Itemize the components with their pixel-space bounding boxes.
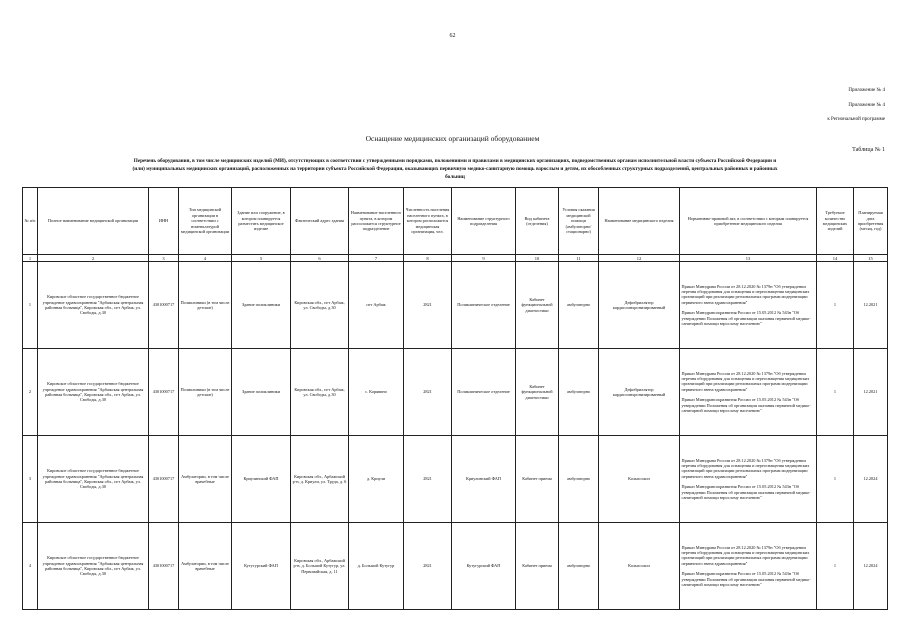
column-header: Здание или сооружение, в котором планируется разместить медицинское изделие <box>232 188 291 255</box>
column-header: ИНН <box>149 188 179 255</box>
column-number: 5 <box>232 255 291 262</box>
table-row <box>23 349 888 436</box>
column-header: Вид кабинета (отделения) <box>516 188 559 255</box>
structural-unit: Кутугурский ФАП <box>452 523 516 610</box>
care-conditions: амбулаторно <box>559 262 599 349</box>
row-number: 2 <box>23 349 38 436</box>
legal-act-text: Приказ Минздрава России от 28.12.2020 № 1379н "Об утверждении перечня оборудования для оснащения и переоснащения медицинских организаций при реализации региональных программ модернизации первичного звена здравоохранения" <box>681 544 810 566</box>
legal-act <box>680 349 817 436</box>
column-number: 13 <box>680 255 817 262</box>
legal-act-text: Приказ Минздрава России от 28.12.2020 № 1379н "Об утверждении перечня оборудования для оснащения и переоснащения медицинских организаций при реализации региональных программ модернизации первичного звена здравоохранения" <box>681 370 810 392</box>
room-type: Кабинет функциональной диагностики <box>516 262 559 349</box>
column-header: Полное наименование медицинской организации <box>38 188 149 255</box>
table-row <box>23 262 888 349</box>
table-title: Оснащение медицинских организаций оборудованием <box>365 134 540 143</box>
care-conditions: амбулаторно <box>559 436 599 523</box>
purchase-date: 12.2024 <box>854 523 888 610</box>
legal-act-text: Приказ Минздравсоцразвития России от 15.05.2012 № 543н "Об утверждении Положения об организации оказания первичной медико-санитарной помощи взрослому населению" <box>681 310 811 327</box>
row-number: 1 <box>23 262 38 349</box>
legal-act-text: Приказ Минздрава России от 28.12.2020 № 1379н "Об утверждении перечня оборудования для оснащения и переоснащения медицинских организаций при реализации региональных программ модернизации первичного звена здравоохранения" <box>681 283 810 305</box>
column-number-row <box>23 255 888 262</box>
appendix-line: Приложение № 4 <box>848 88 885 93</box>
column-number: 7 <box>349 255 404 262</box>
legal-act <box>680 436 817 523</box>
appendix-line: к Региональной программе <box>827 117 885 122</box>
column-number: 15 <box>854 255 888 262</box>
column-header: Тип медицинской организации в соответствии с номенклатурой медицинской организации <box>179 188 232 255</box>
column-number: 3 <box>149 255 179 262</box>
column-number: 8 <box>404 255 452 262</box>
inn: 4301000717 <box>149 262 179 349</box>
table-heading <box>25 157 885 181</box>
heading-line: больниц <box>445 174 465 180</box>
page-number: 62 <box>449 33 456 39</box>
building: Кутугурский ФАП <box>232 523 291 610</box>
address: Кировская обл., Арбажский р-н, д. Большой Кутугур, ул. Первомайская, д. 11 <box>291 523 349 610</box>
building: Здание поликлиники <box>232 349 291 436</box>
room-type: Кабинет приема <box>516 436 559 523</box>
building: Здание поликлиники <box>232 262 291 349</box>
population: 2821 <box>404 436 452 523</box>
legal-act-text: Приказ Минздрава России от 28.12.2020 № 1379н "Об утверждении перечня оборудования для оснащения и переоснащения медицинских организаций при реализации региональных программ модернизации первичного звена здравоохранения" <box>681 457 810 479</box>
appendix-line: Приложение № 4 <box>848 102 885 108</box>
column-number: 2 <box>38 255 149 262</box>
settlement: д. Криули <box>349 436 404 523</box>
device-name: Дефибриллятор кардиосинхронизированный <box>599 349 680 436</box>
appendix-block <box>765 88 885 132</box>
column-number: 12 <box>599 255 680 262</box>
device-name: Кольпоскоп <box>599 523 680 610</box>
structural-unit: Поликлиническое отделение <box>452 262 516 349</box>
row-number: 4 <box>23 523 38 610</box>
room-type: Кабинет функциональной диагностики <box>516 349 559 436</box>
organization-type: Амбулатории, в том числе врачебные <box>179 436 232 523</box>
header-row <box>23 188 888 255</box>
organization-name: Кировское областное государственное бюджетное учреждение здравоохранения "Арбажская центральная районная больница", Кировская обл., пгт Арбаж, ул. Свободы, д.30 <box>38 523 149 610</box>
column-header: Планируемая дата приобретения (месяц, год) <box>854 188 888 255</box>
purchase-date: 12.2024 <box>854 436 888 523</box>
column-header: Нормативно-правовой акт, в соответствии с которым планируется приобретение медицинского изделия <box>680 188 817 255</box>
purchase-date: 12.2021 <box>854 349 888 436</box>
column-number: 9 <box>452 255 516 262</box>
column-header: Наименование медицинского изделия <box>599 188 680 255</box>
structural-unit: Криулинский ФАП <box>452 436 516 523</box>
table-row <box>23 436 888 523</box>
organization-type: Поликлиники (в том числе детские) <box>179 349 232 436</box>
column-header: Наименование населенного пункта, в котором расположится структурное подразделение <box>349 188 404 255</box>
quantity: 1 <box>817 523 854 610</box>
row-number: 3 <box>23 436 38 523</box>
column-header: Требуемое количество медицинских изделий <box>817 188 854 255</box>
care-conditions: амбулаторно <box>559 523 599 610</box>
legal-act-text: Приказ Минздравсоцразвития России от 15.05.2012 № 543н "Об утверждении Положения об организации оказания первичной медико-санитарной помощи взрослому населению" <box>681 571 811 588</box>
column-number: 1 <box>23 255 38 262</box>
column-header: Наименование структурного подразделения <box>452 188 516 255</box>
column-header: Фактический адрес здания <box>291 188 349 255</box>
population: 2821 <box>404 262 452 349</box>
room-type: Кабинет приема <box>516 523 559 610</box>
population: 2821 <box>404 349 452 436</box>
organization-type: Амбулатории, в том числе врачебные <box>179 523 232 610</box>
table-row <box>23 523 888 610</box>
care-conditions: амбулаторно <box>559 349 599 436</box>
device-name: Дефибриллятор кардиосинхронизированный <box>599 262 680 349</box>
table-number: Таблица № 1 <box>852 147 885 153</box>
equipment-table <box>22 187 888 610</box>
heading-line: Перечень оборудования, в том числе медицинских изделий (МИ), отсутствующих в соответствии с утвержденными порядками, положениями и правилами в медицинских организациях, подведомственных органам исполнительной власти субъекта Российской Федерации и <box>133 158 777 164</box>
legal-act-text: Приказ Минздравсоцразвития России от 15.05.2012 № 543н "Об утверждении Положения об организации оказания первичной медико-санитарной помощи взрослому населению" <box>681 397 811 414</box>
structural-unit: Поликлиническое отделение <box>452 349 516 436</box>
column-header: Условия оказания медицинской помощи (амбулаторно/стационарно) <box>559 188 599 255</box>
purchase-date: 12.2021 <box>854 262 888 349</box>
inn: 4301000717 <box>149 436 179 523</box>
inn: 4301000717 <box>149 523 179 610</box>
column-number: 11 <box>559 255 599 262</box>
address: Кировская обл., пгт Арбаж, ул. Свободы, д.30 <box>291 262 349 349</box>
organization-name: Кировское областное государственное бюджетное учреждение здравоохранения "Арбажская центральная районная больница", Кировская обл., пгт Арбаж, ул. Свободы, д.30 <box>38 262 149 349</box>
quantity: 1 <box>817 262 854 349</box>
population: 2821 <box>404 523 452 610</box>
quantity: 1 <box>817 436 854 523</box>
organization-name: Кировское областное государственное бюджетное учреждение здравоохранения "Арбажская центральная районная больница", Кировская обл., пгт Арбаж, ул. Свободы, д.30 <box>38 436 149 523</box>
column-number: 10 <box>516 255 559 262</box>
device-name: Кольпоскоп <box>599 436 680 523</box>
column-header: Численность населения населенного пункта, в котором расположится медицинская организация, чел. <box>404 188 452 255</box>
organization-type: Поликлиники (в том числе детские) <box>179 262 232 349</box>
heading-line: (или) муниципальных медицинских организаций, расположенных на территории субъекта Российской Федерации, оказывающих первичную медико-санитарную помощь взрослым и детям, их обособленных структурных подразделений, центральных районных и районных <box>132 166 778 172</box>
legal-act-text: Приказ Минздравсоцразвития России от 15.05.2012 № 543н "Об утверждении Положения об организации оказания первичной медико-санитарной помощи взрослому населению" <box>681 484 811 501</box>
settlement: пгт Арбаж <box>349 262 404 349</box>
settlement: с. Корявино <box>349 349 404 436</box>
legal-act <box>680 523 817 610</box>
building: Криулинский ФАП <box>232 436 291 523</box>
column-number: 6 <box>291 255 349 262</box>
quantity: 1 <box>817 349 854 436</box>
organization-name: Кировское областное государственное бюджетное учреждение здравоохранения "Арбажская центральная районная больница", Кировская обл., пгт Арбаж, ул. Свободы, д.30 <box>38 349 149 436</box>
legal-act <box>680 262 817 349</box>
column-number: 4 <box>179 255 232 262</box>
address: Кировская обл., Арбажский р-н, д. Криули, ул. Труда, д. 6 <box>291 436 349 523</box>
inn: 4301000717 <box>149 349 179 436</box>
settlement: д. Большой Кутугур <box>349 523 404 610</box>
column-header: № п/п <box>23 188 38 255</box>
address: Кировская обл., пгт Арбаж, ул. Свободы, д.30 <box>291 349 349 436</box>
column-number: 14 <box>817 255 854 262</box>
